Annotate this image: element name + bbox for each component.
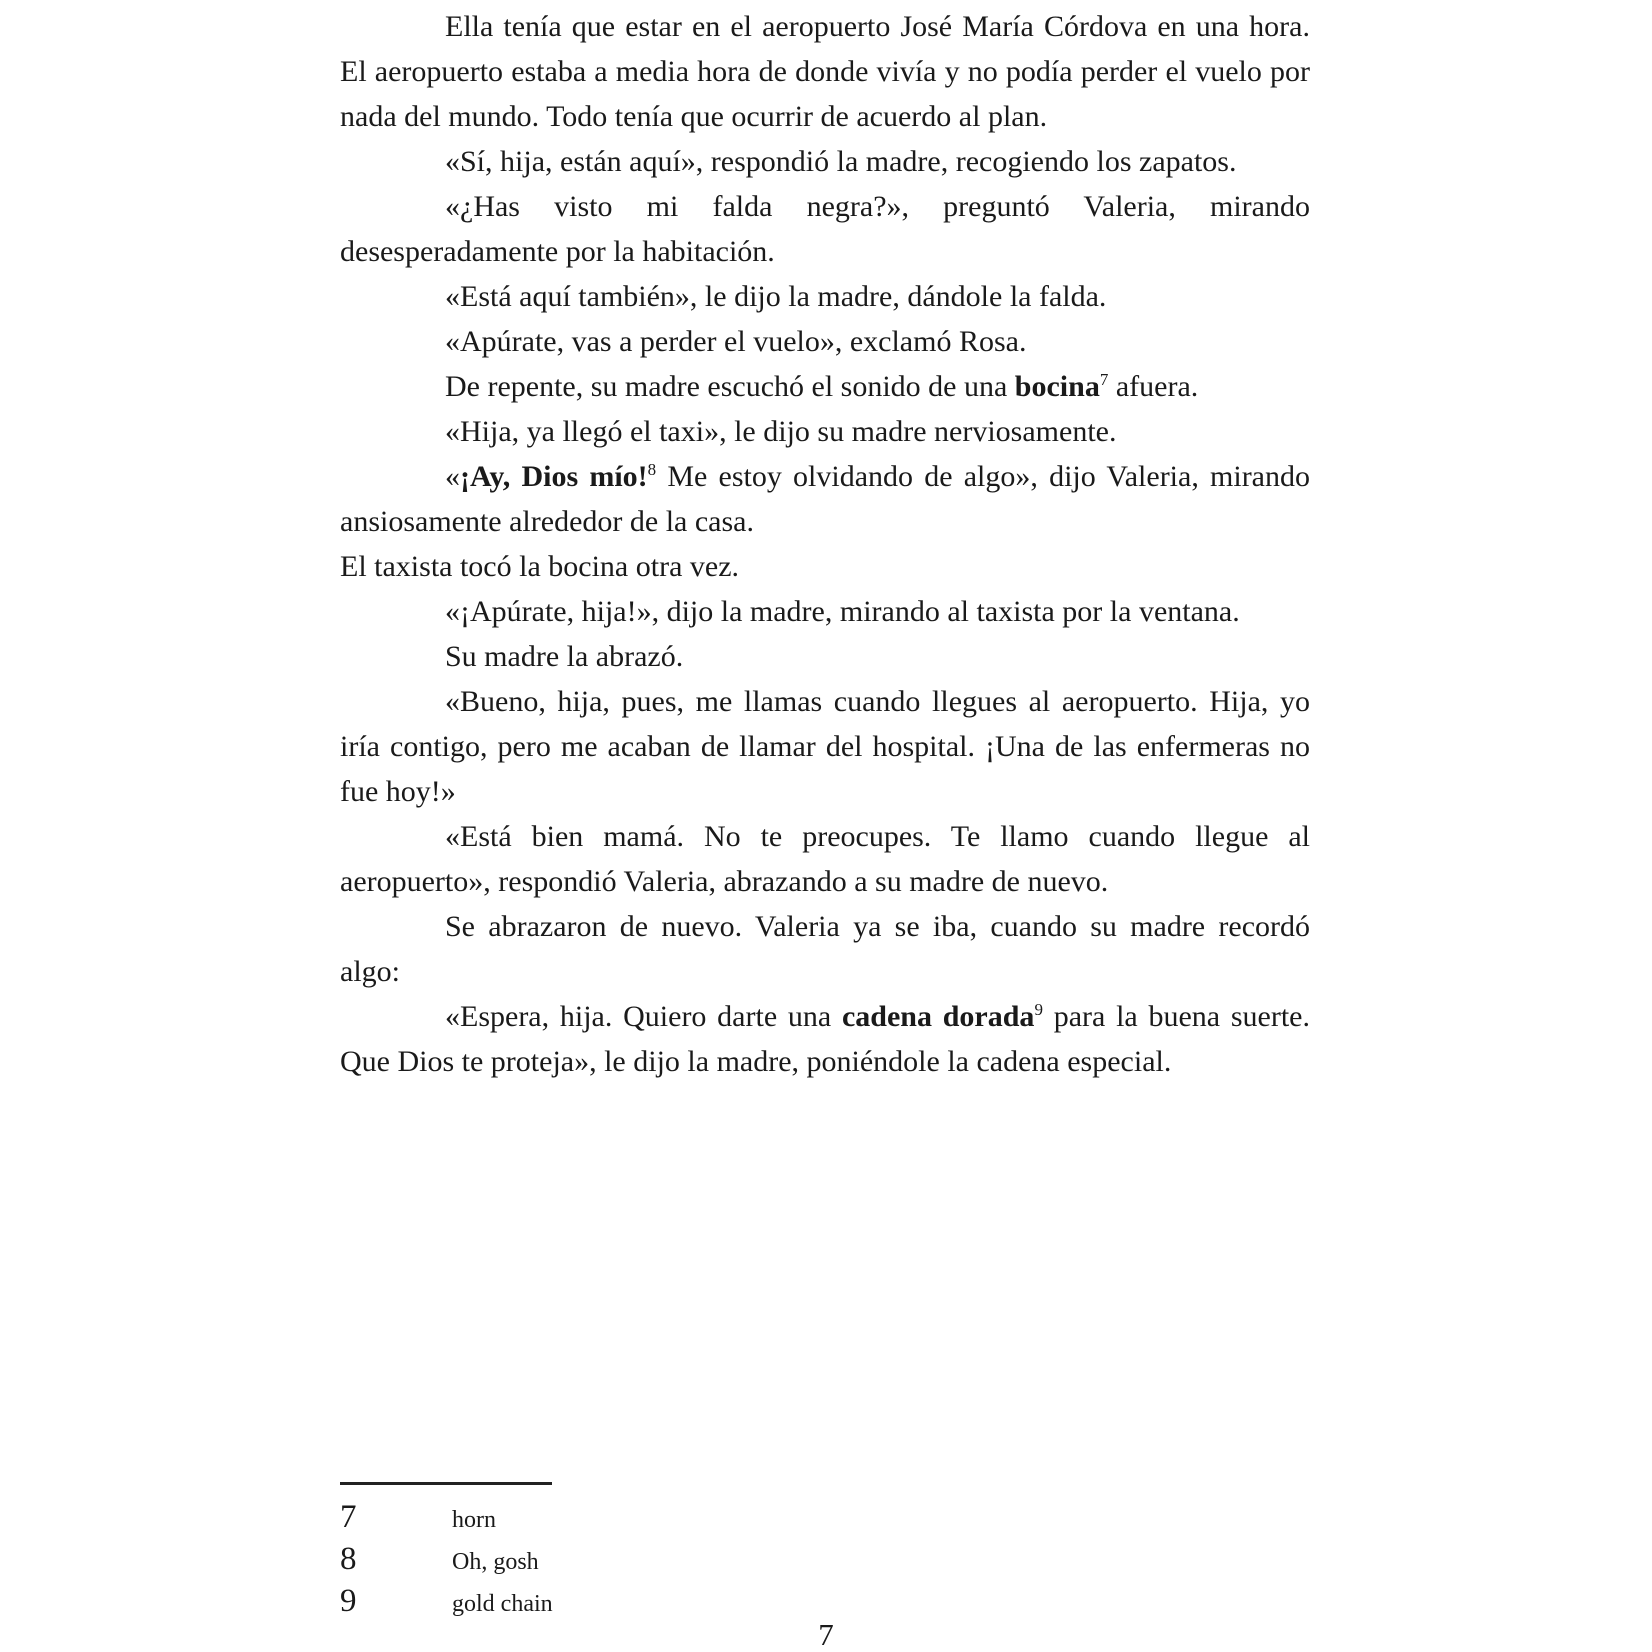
paragraph: «Está bien mamá. No te preocupes. Te llamo cuando llegue al aeropuerto», respondió Valeria, abrazando a su madre de nuevo. [340,820,1310,898]
paragraph: «Apúrate, vas a perder el vuelo», exclamó Rosa. [445,325,1027,358]
paragraph: Ella tenía que estar en el aeropuerto José María Córdova en una hora. El aeropuerto estaba a media hora de donde vivía y no podía perder el vuelo por nada del mundo. Todo tenía que ocurrir de acuerdo al plan. [340,10,1310,133]
footnote [340,1496,840,1538]
text-run: afuera. [1108,370,1199,403]
text-run: para la buena suerte. Que Dios te proteja», le dijo la madre, poniéndole la cadena especial. [340,1000,1311,1078]
text-run: De repente, su madre escuchó el sonido de una [445,370,1015,403]
paragraph [340,454,1310,544]
page-number: 7 [818,1617,834,1652]
paragraph: Se abrazaron de nuevo. Valeria ya se iba, cuando su madre recordó algo: [340,910,1310,988]
paragraph: «¿Has visto mi falda negra?», preguntó Valeria, mirando desesperadamente por la habitación. [340,190,1310,268]
glossary-term: ¡Ay, Dios mío! [460,460,648,493]
footnote-text: Oh, gosh [452,1549,539,1575]
paragraph: «Está aquí también», le dijo la madre, dándole la falda. [445,280,1107,313]
footnote-ref[interactable]: 7 [1099,370,1109,389]
footnote-divider [340,1482,552,1485]
paragraph: Su madre la abrazó. [445,640,684,673]
footnote-text: gold chain [452,1591,553,1617]
paragraph: «Bueno, hija, pues, me llamas cuando llegues al aeropuerto. Hija, yo iría contigo, pero me acaban de llamar del hospital. ¡Una de las enfermeras no fue hoy!» [340,685,1310,808]
text-run: Me estoy olvidando de algo», dijo Valeria, mirando ansiosamente alrededor de la casa. [340,460,1310,538]
footnote-ref[interactable]: 8 [647,460,657,479]
footnotes [340,1496,840,1622]
paragraph: El taxista tocó la bocina otra vez. [340,550,740,583]
text-run: « [445,460,460,493]
glossary-term: bocina [1014,370,1100,403]
paragraph [340,364,1310,409]
glossary-term: cadena dorada [841,1000,1035,1033]
footnote-number: 7 [340,1499,357,1535]
footnote-number: 9 [340,1583,357,1619]
paragraph: «¡Apúrate, hija!», dijo la madre, mirando al taxista por la ventana. [445,595,1240,628]
paragraph [340,994,1310,1084]
footnote [340,1580,840,1622]
text-run: «Espera, hija. Quiero darte una [445,1000,842,1033]
footnote-text: horn [452,1507,496,1533]
paragraph: «Hija, ya llegó el taxi», le dijo su madre nerviosamente. [445,415,1117,448]
footnote-ref[interactable]: 9 [1034,1000,1043,1019]
body-text [340,4,1310,1084]
paragraph: «Sí, hija, están aquí», respondió la madre, recogiendo los zapatos. [445,145,1237,178]
footnote [340,1538,840,1580]
footnote-number: 8 [340,1541,357,1577]
